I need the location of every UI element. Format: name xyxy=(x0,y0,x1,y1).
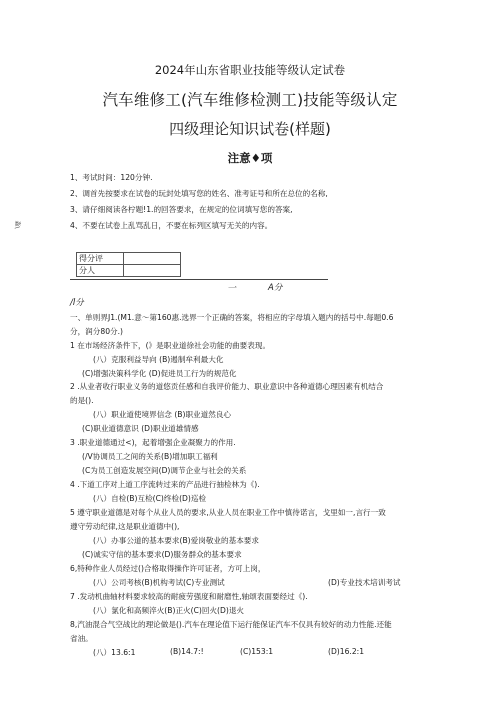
question-3-options-ab: (/V协调员工之间的关系(B)增加职工福利 xyxy=(82,452,218,461)
section-points-left: /l分 xyxy=(70,298,84,308)
note-1: 1、考试时间：120分钟. xyxy=(70,173,153,182)
question-6-option-d: (D)专业技术培训考试 xyxy=(328,578,401,587)
section-dash: 一 xyxy=(228,284,238,294)
question-1-options-cd: (C)增强决策科学化 (D)促进员工行为的规范化 xyxy=(82,369,237,378)
section1-intro-line1: 一、单则界J1.(M1.意～第160惠.选界一个正确的答案，将相应的字母填入题内的括号中.每题0.6 xyxy=(70,313,394,322)
question-8-option-c: (C)153:1 xyxy=(240,647,274,656)
question-3: 3 .职业道德通过<)，起着增强企业凝聚力的作用. xyxy=(70,438,236,447)
score-cell xyxy=(124,253,181,265)
main-title-line2: 四级理论知识试卷(样题) xyxy=(169,120,331,138)
question-6: 6,特种作业人员经过()合格取得操作许可证者，方可上岗， xyxy=(70,564,266,573)
question-8-line2: 省油。 xyxy=(70,634,93,643)
question-7-options: (八）氯化和高频淬火(B)正火(C)回火(D)退火 xyxy=(93,606,245,615)
question-8-line1: 8,汽油混合气空战比的理论做是().汽车在理论值下运行能保证汽车不仅具有较好的动力性能.还能 xyxy=(70,620,392,629)
question-2-options-cd: (C)职业道德意识 (D)职业道雄情感 xyxy=(82,424,199,433)
binding-margin-mark: 淼\ xyxy=(13,220,21,229)
question-8-option-d: (D)16.2:1 xyxy=(328,647,365,656)
question-8-option-b: (B)14.7:! xyxy=(170,647,204,656)
note-3: 3、请仔细阅读各柠题!1.的回答要求，在规定的位词填写您的答案, xyxy=(70,205,293,214)
question-5-options-cd: (C)诚实守信的基本要求(D)服务群众的基本要求 xyxy=(82,550,242,559)
question-2-line2: 的是(). xyxy=(70,396,94,405)
section1-intro-line2: 分，润分80分.) xyxy=(70,327,124,336)
grader-cell xyxy=(124,265,181,277)
question-2-options-ab: (八）职业道使境界信念 (B)职业道然良心 xyxy=(93,410,232,419)
question-4: 4 .下道工序对上道工序流转过来的产品进行抽检林为《). xyxy=(70,480,260,489)
question-4-options: (八）自检(B)互检(C)终检(D)巡检 xyxy=(93,494,207,503)
question-8-option-a: (八）13.6:1 xyxy=(93,648,136,657)
score-label: 得分评 xyxy=(77,253,124,265)
score-table xyxy=(76,252,181,277)
note-2: 2、调首先按要求在试卷的玩封处填写您的姓名、准考证号和所在总位的名称, xyxy=(70,189,328,198)
question-5-line2: 遵守劳动纪律,这是职业道德中(), xyxy=(70,522,180,531)
section-divider xyxy=(70,279,328,280)
question-2-line1: 2 .从业者收行职业义务的道悠贡任感和自我评价能力、职业意识中各种道德心理因素有机结合 xyxy=(70,382,384,391)
question-5-line1: 5 遵守职业道德是对每个从业人员的要求,从业人员在职业工作中慎待诺言，戈里如一,言行一致 xyxy=(70,508,386,517)
question-5-options-ab: (八）办事公道的基本要求(B)爱岗敬业的基本要求 xyxy=(93,536,259,545)
main-title-line1: 汽车维修工(汽车维修检测工)技能等级认定 xyxy=(102,91,398,109)
note-4: 4、不要在试卷上乱骂乱日，不要在标列区填写无关的内容。 xyxy=(70,221,273,230)
question-1-options-ab: (八）克服利益导向 (B)遏制牟利最大化 xyxy=(93,355,224,364)
question-1: 1 在市场经济条件下，(》是职业道徐社会功能的曲要表现。 xyxy=(70,341,271,350)
question-7: 7 .发动机曲轴材料要求较高的耐疲劳强度和耐磨性,轴颂表面要经过《). xyxy=(70,592,308,601)
grader-label: 分人 xyxy=(77,265,124,277)
question-3-options-cd: (C为员工创造发展空间(D)调节企业与社会的关系 xyxy=(82,466,247,475)
exam-year-title: 2024年山东省职业技能等级认定试卷 xyxy=(154,63,346,77)
question-6-options-abc: (八）公司考核(B)机构考试(C)专业测试 xyxy=(93,578,225,587)
section-points-right: A分 xyxy=(268,283,283,293)
notice-heading: 注意♦项 xyxy=(227,151,273,165)
